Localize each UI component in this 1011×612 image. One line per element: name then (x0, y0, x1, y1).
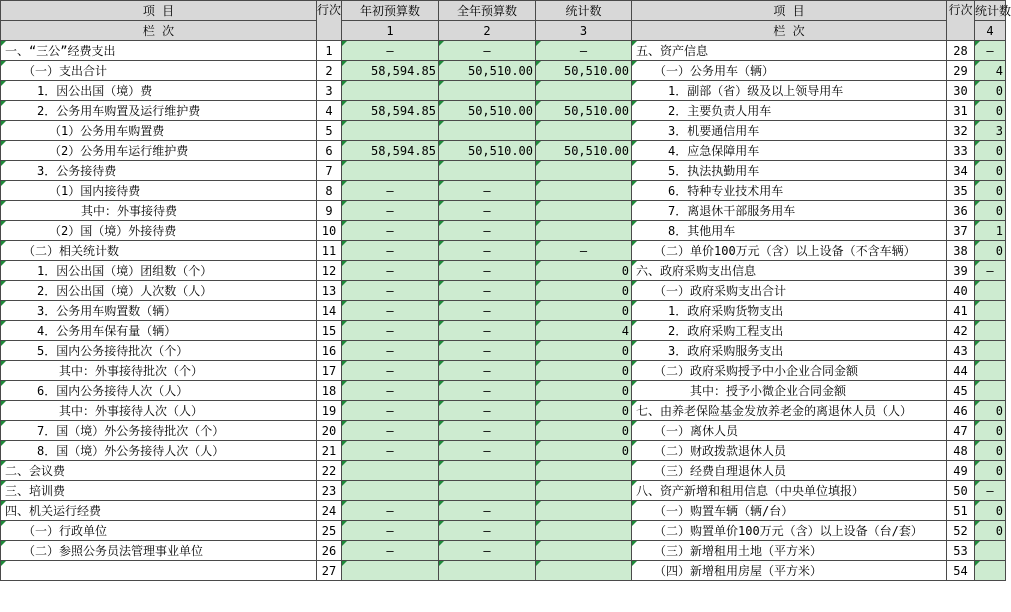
table-row (1, 501, 1006, 521)
table-row (1, 361, 1006, 381)
cell-right-statistic[interactable]: 0 (975, 201, 1006, 221)
right-item-label[interactable]: （四）新增租用房屋（平方米） (632, 561, 947, 581)
right-item-label[interactable]: （三）新增租用土地（平方米） (632, 541, 947, 561)
cell-right-statistic[interactable] (975, 301, 1006, 321)
cell-statistic[interactable]: 0 (536, 341, 632, 361)
header-col-c-no: 3 (536, 21, 632, 41)
table-row (1, 161, 1006, 181)
cell-annual-budget[interactable]: — (439, 261, 536, 281)
right-item-label[interactable]: 8．其他用车 (632, 221, 947, 241)
right-row-no[interactable]: 51 (947, 501, 975, 521)
right-row-no[interactable]: 38 (947, 241, 975, 261)
right-item-label[interactable]: 1．政府采购货物支出 (632, 301, 947, 321)
cell-right-statistic[interactable]: 0 (975, 441, 1006, 461)
cell-annual-budget[interactable]: — (439, 501, 536, 521)
cell-statistic[interactable] (536, 221, 632, 241)
header-right-val-no: 4 (975, 21, 1006, 41)
left-item-label[interactable]: 一、“三公”经费支出 (1, 41, 317, 61)
left-row-no[interactable]: 1 (317, 41, 342, 61)
left-row-no[interactable]: 10 (317, 221, 342, 241)
left-item-label[interactable]: 四、机关运行经费 (1, 501, 317, 521)
table-row (1, 61, 1006, 81)
cell-initial-budget[interactable]: — (342, 301, 439, 321)
right-row-no[interactable]: 49 (947, 461, 975, 481)
right-item-label[interactable]: （一）购置车辆（辆/台） (632, 501, 947, 521)
left-row-no[interactable]: 16 (317, 341, 342, 361)
cell-initial-budget[interactable]: 58,594.85 (342, 61, 439, 81)
cell-annual-budget[interactable]: — (439, 441, 536, 461)
right-row-no[interactable]: 28 (947, 41, 975, 61)
right-item-label[interactable]: 五、资产信息 (632, 41, 947, 61)
cell-annual-budget[interactable] (439, 121, 536, 141)
table-row (1, 141, 1006, 161)
table-row (1, 441, 1006, 461)
cell-right-statistic[interactable] (975, 321, 1006, 341)
table-row (1, 41, 1006, 61)
left-item-label[interactable]: 二、会议费 (1, 461, 317, 481)
right-row-no[interactable]: 47 (947, 421, 975, 441)
cell-annual-budget[interactable]: — (439, 341, 536, 361)
cell-statistic[interactable]: 0 (536, 381, 632, 401)
right-row-no[interactable]: 53 (947, 541, 975, 561)
cell-statistic[interactable]: 0 (536, 421, 632, 441)
left-row-no[interactable]: 14 (317, 301, 342, 321)
table-row (1, 221, 1006, 241)
cell-annual-budget[interactable]: — (439, 381, 536, 401)
right-row-no[interactable]: 34 (947, 161, 975, 181)
header-left-item: 项 目 (1, 1, 317, 21)
cell-annual-budget[interactable]: 50,510.00 (439, 61, 536, 81)
left-row-no[interactable]: 27 (317, 561, 342, 581)
left-row-no[interactable]: 3 (317, 81, 342, 101)
header-row-1 (1, 1, 1006, 21)
right-item-label[interactable]: （一）公务用车（辆） (632, 61, 947, 81)
left-item-label[interactable]: （1）国内接待费 (1, 181, 317, 201)
cell-right-statistic[interactable] (975, 541, 1006, 561)
cell-initial-budget[interactable]: — (342, 541, 439, 561)
left-row-no[interactable]: 9 (317, 201, 342, 221)
left-item-label[interactable]: 7．国（境）外公务接待批次（个） (1, 421, 317, 441)
left-row-no[interactable]: 7 (317, 161, 342, 181)
cell-initial-budget[interactable]: — (342, 281, 439, 301)
cell-statistic[interactable]: 0 (536, 401, 632, 421)
right-item-label[interactable]: （二）政府采购授予中小企业合同金额 (632, 361, 947, 381)
right-row-no[interactable]: 46 (947, 401, 975, 421)
right-row-no[interactable]: 42 (947, 321, 975, 341)
cell-statistic[interactable]: 50,510.00 (536, 101, 632, 121)
cell-annual-budget[interactable] (439, 81, 536, 101)
left-item-label[interactable]: （二）参照公务员法管理事业单位 (1, 541, 317, 561)
cell-initial-budget[interactable]: — (342, 241, 439, 261)
cell-statistic[interactable] (536, 481, 632, 501)
cell-annual-budget[interactable]: 50,510.00 (439, 141, 536, 161)
right-row-no[interactable]: 29 (947, 61, 975, 81)
cell-right-statistic[interactable] (975, 281, 1006, 301)
cell-right-statistic[interactable]: — (975, 41, 1006, 61)
cell-statistic[interactable] (536, 181, 632, 201)
cell-statistic[interactable]: — (536, 241, 632, 261)
cell-right-statistic[interactable]: 0 (975, 521, 1006, 541)
header-col-b: 全年预算数 (439, 1, 536, 21)
cell-right-statistic[interactable]: 0 (975, 421, 1006, 441)
cell-annual-budget[interactable]: — (439, 361, 536, 381)
left-row-no[interactable]: 22 (317, 461, 342, 481)
cell-annual-budget[interactable] (439, 561, 536, 581)
left-row-no[interactable]: 4 (317, 101, 342, 121)
table-row (1, 381, 1006, 401)
right-row-no[interactable]: 31 (947, 101, 975, 121)
cell-right-statistic[interactable] (975, 561, 1006, 581)
cell-initial-budget[interactable]: — (342, 441, 439, 461)
left-row-no[interactable]: 2 (317, 61, 342, 81)
cell-annual-budget[interactable]: — (439, 301, 536, 321)
table-row (1, 561, 1006, 581)
left-item-label[interactable]: 其中：外事接待费 (1, 201, 317, 221)
header-left-col: 栏 次 (1, 21, 317, 41)
table-row (1, 421, 1006, 441)
left-item-label[interactable]: 5．国内公务接待批次（个） (1, 341, 317, 361)
left-row-no[interactable]: 25 (317, 521, 342, 541)
right-item-label[interactable]: 2．主要负责人用车 (632, 101, 947, 121)
right-item-label[interactable]: 八、资产新增和租用信息（中央单位填报） (632, 481, 947, 501)
right-row-no[interactable]: 52 (947, 521, 975, 541)
table-row (1, 241, 1006, 261)
left-item-label[interactable]: （二）相关统计数 (1, 241, 317, 261)
right-row-no[interactable]: 54 (947, 561, 975, 581)
header-row-no: 行次 (317, 1, 342, 41)
table-row (1, 201, 1006, 221)
right-row-no[interactable]: 35 (947, 181, 975, 201)
table-row (1, 401, 1006, 421)
right-item-label[interactable]: 六、政府采购支出信息 (632, 261, 947, 281)
left-item-label[interactable]: 其中：外事接待批次（个） (1, 361, 317, 381)
left-item-label[interactable]: 其中：外事接待人次（人） (1, 401, 317, 421)
right-row-no[interactable]: 48 (947, 441, 975, 461)
right-item-label[interactable]: （三）经费自理退休人员 (632, 461, 947, 481)
cell-annual-budget[interactable]: — (439, 401, 536, 421)
cell-right-statistic[interactable]: — (975, 481, 1006, 501)
right-row-no[interactable]: 32 (947, 121, 975, 141)
cell-initial-budget[interactable]: — (342, 361, 439, 381)
header-col-a: 年初预算数 (342, 1, 439, 21)
cell-annual-budget[interactable] (439, 481, 536, 501)
cell-annual-budget[interactable]: — (439, 221, 536, 241)
table-row (1, 481, 1006, 501)
header-right-val: 统计数 (975, 1, 1006, 21)
cell-right-statistic[interactable]: 0 (975, 141, 1006, 161)
right-item-label[interactable]: 3．机要通信用车 (632, 121, 947, 141)
table-row (1, 341, 1006, 361)
cell-statistic[interactable]: 4 (536, 321, 632, 341)
right-row-no[interactable]: 41 (947, 301, 975, 321)
left-item-label[interactable]: （2）公务用车运行维护费 (1, 141, 317, 161)
cell-statistic[interactable]: — (536, 41, 632, 61)
left-item-label[interactable]: 2．公务用车购置及运行维护费 (1, 101, 317, 121)
left-row-no[interactable]: 23 (317, 481, 342, 501)
right-row-no[interactable]: 39 (947, 261, 975, 281)
left-row-no[interactable]: 26 (317, 541, 342, 561)
left-row-no[interactable]: 11 (317, 241, 342, 261)
cell-initial-budget[interactable]: — (342, 201, 439, 221)
cell-initial-budget[interactable] (342, 561, 439, 581)
header-col-b-no: 2 (439, 21, 536, 41)
cell-initial-budget[interactable]: — (342, 221, 439, 241)
left-item-label[interactable]: （一）行政单位 (1, 521, 317, 541)
left-row-no[interactable]: 18 (317, 381, 342, 401)
cell-initial-budget[interactable]: — (342, 181, 439, 201)
cell-annual-budget[interactable]: — (439, 541, 536, 561)
table-row (1, 461, 1006, 481)
cell-annual-budget[interactable] (439, 461, 536, 481)
right-item-label[interactable]: 5．执法执勤用车 (632, 161, 947, 181)
cell-right-statistic[interactable]: 0 (975, 241, 1006, 261)
left-row-no[interactable]: 8 (317, 181, 342, 201)
cell-statistic[interactable]: 50,510.00 (536, 61, 632, 81)
cell-initial-budget[interactable]: — (342, 401, 439, 421)
left-item-label[interactable]: 6．国内公务接待人次（人） (1, 381, 317, 401)
left-item-label[interactable]: 8．国（境）外公务接待人次（人） (1, 441, 317, 461)
cell-statistic[interactable] (536, 461, 632, 481)
right-row-no[interactable]: 44 (947, 361, 975, 381)
header-row-2 (1, 21, 1006, 41)
left-row-no[interactable]: 21 (317, 441, 342, 461)
cell-initial-budget[interactable]: — (342, 41, 439, 61)
left-item-label[interactable]: （2）国（境）外接待费 (1, 221, 317, 241)
left-item-label[interactable]: （1）公务用车购置费 (1, 121, 317, 141)
cell-annual-budget[interactable]: — (439, 421, 536, 441)
right-item-label[interactable]: （一）政府采购支出合计 (632, 281, 947, 301)
left-row-no[interactable]: 6 (317, 141, 342, 161)
cell-initial-budget[interactable]: — (342, 341, 439, 361)
cell-annual-budget[interactable]: — (439, 521, 536, 541)
cell-initial-budget[interactable]: — (342, 421, 439, 441)
cell-initial-budget[interactable]: 58,594.85 (342, 141, 439, 161)
right-row-no[interactable]: 33 (947, 141, 975, 161)
cell-statistic[interactable]: 0 (536, 281, 632, 301)
right-row-no[interactable]: 37 (947, 221, 975, 241)
cell-initial-budget[interactable] (342, 461, 439, 481)
left-row-no[interactable]: 20 (317, 421, 342, 441)
cell-right-statistic[interactable]: 0 (975, 161, 1006, 181)
cell-annual-budget[interactable]: — (439, 321, 536, 341)
cell-initial-budget[interactable]: — (342, 501, 439, 521)
right-item-label[interactable]: 2．政府采购工程支出 (632, 321, 947, 341)
cell-statistic[interactable]: 0 (536, 301, 632, 321)
cell-initial-budget[interactable]: — (342, 321, 439, 341)
left-item-label[interactable]: （一）支出合计 (1, 61, 317, 81)
table-row (1, 281, 1006, 301)
right-item-label[interactable]: 七、由养老保险基金发放养老金的离退休人员（人） (632, 401, 947, 421)
table-row (1, 521, 1006, 541)
left-row-no[interactable]: 12 (317, 261, 342, 281)
left-item-label[interactable]: 3．公务接待费 (1, 161, 317, 181)
right-item-label[interactable]: 4．应急保障用车 (632, 141, 947, 161)
cell-statistic[interactable] (536, 541, 632, 561)
left-row-no[interactable]: 19 (317, 401, 342, 421)
header-col-c: 统计数 (536, 1, 632, 21)
right-row-no[interactable]: 50 (947, 481, 975, 501)
right-row-no[interactable]: 40 (947, 281, 975, 301)
cell-initial-budget[interactable] (342, 481, 439, 501)
cell-annual-budget[interactable]: — (439, 241, 536, 261)
cell-right-statistic[interactable]: 0 (975, 461, 1006, 481)
left-item-label[interactable]: 三、培训费 (1, 481, 317, 501)
cell-right-statistic[interactable] (975, 341, 1006, 361)
table-row (1, 181, 1006, 201)
cell-right-statistic[interactable]: — (975, 261, 1006, 281)
cell-right-statistic[interactable] (975, 381, 1006, 401)
right-item-label[interactable]: （一）离休人员 (632, 421, 947, 441)
right-item-label[interactable]: （二）购置单价100万元（含）以上设备（台/套） (632, 521, 947, 541)
cell-statistic[interactable] (536, 201, 632, 221)
left-item-label[interactable]: 4．公务用车保有量（辆） (1, 321, 317, 341)
cell-right-statistic[interactable]: 0 (975, 101, 1006, 121)
cell-right-statistic[interactable]: 0 (975, 181, 1006, 201)
right-item-label[interactable]: （二）单价100万元（含）以上设备（不含车辆） (632, 241, 947, 261)
cell-statistic[interactable] (536, 561, 632, 581)
cell-right-statistic[interactable]: 0 (975, 81, 1006, 101)
table-row (1, 81, 1006, 101)
header-right-row-no: 行次 (947, 1, 975, 41)
left-item-label[interactable] (1, 561, 317, 581)
cell-annual-budget[interactable]: 50,510.00 (439, 101, 536, 121)
cell-statistic[interactable] (536, 161, 632, 181)
right-item-label[interactable]: 其中：授予小微企业合同金额 (632, 381, 947, 401)
header-right-item: 项 目 (632, 1, 947, 21)
header-col-a-no: 1 (342, 21, 439, 41)
cell-initial-budget[interactable] (342, 121, 439, 141)
table-row (1, 101, 1006, 121)
cell-right-statistic[interactable]: 0 (975, 501, 1006, 521)
cell-annual-budget[interactable]: — (439, 181, 536, 201)
right-row-no[interactable]: 45 (947, 381, 975, 401)
cell-initial-budget[interactable]: — (342, 381, 439, 401)
cell-statistic[interactable]: 50,510.00 (536, 141, 632, 161)
right-item-label[interactable]: 3．政府采购服务支出 (632, 341, 947, 361)
header-right-col: 栏 次 (632, 21, 947, 41)
left-item-label[interactable]: 1．因公出国（境）费 (1, 81, 317, 101)
table-row (1, 541, 1006, 561)
cell-right-statistic[interactable]: 3 (975, 121, 1006, 141)
right-row-no[interactable]: 36 (947, 201, 975, 221)
right-item-label[interactable]: （二）财政拨款退休人员 (632, 441, 947, 461)
left-item-label[interactable]: 2．因公出国（境）人次数（人） (1, 281, 317, 301)
table-row (1, 301, 1006, 321)
cell-annual-budget[interactable]: — (439, 201, 536, 221)
cell-statistic[interactable]: 0 (536, 361, 632, 381)
right-item-label[interactable]: 1．副部（省）级及以上领导用车 (632, 81, 947, 101)
cell-statistic[interactable] (536, 521, 632, 541)
left-row-no[interactable]: 17 (317, 361, 342, 381)
cell-annual-budget[interactable]: — (439, 41, 536, 61)
right-item-label[interactable]: 7．离退休干部服务用车 (632, 201, 947, 221)
cell-initial-budget[interactable]: 58,594.85 (342, 101, 439, 121)
cell-statistic[interactable] (536, 81, 632, 101)
table-row (1, 121, 1006, 141)
right-item-label[interactable]: 6．特种专业技术用车 (632, 181, 947, 201)
cell-statistic[interactable]: 0 (536, 261, 632, 281)
cell-initial-budget[interactable]: — (342, 521, 439, 541)
cell-statistic[interactable] (536, 501, 632, 521)
cell-annual-budget[interactable] (439, 161, 536, 181)
cell-annual-budget[interactable]: — (439, 281, 536, 301)
cell-right-statistic[interactable]: 4 (975, 61, 1006, 81)
cell-statistic[interactable]: 0 (536, 441, 632, 461)
cell-right-statistic[interactable]: 1 (975, 221, 1006, 241)
left-row-no[interactable]: 15 (317, 321, 342, 341)
table-row (1, 261, 1006, 281)
left-item-label[interactable]: 1．因公出国（境）团组数（个） (1, 261, 317, 281)
left-row-no[interactable]: 5 (317, 121, 342, 141)
cell-right-statistic[interactable] (975, 361, 1006, 381)
cell-statistic[interactable] (536, 121, 632, 141)
right-row-no[interactable]: 30 (947, 81, 975, 101)
cell-right-statistic[interactable]: 0 (975, 401, 1006, 421)
left-row-no[interactable]: 13 (317, 281, 342, 301)
cell-initial-budget[interactable]: — (342, 261, 439, 281)
cell-initial-budget[interactable] (342, 81, 439, 101)
left-row-no[interactable]: 24 (317, 501, 342, 521)
right-row-no[interactable]: 43 (947, 341, 975, 361)
table-row (1, 321, 1006, 341)
left-item-label[interactable]: 3．公务用车购置数（辆） (1, 301, 317, 321)
cell-initial-budget[interactable] (342, 161, 439, 181)
